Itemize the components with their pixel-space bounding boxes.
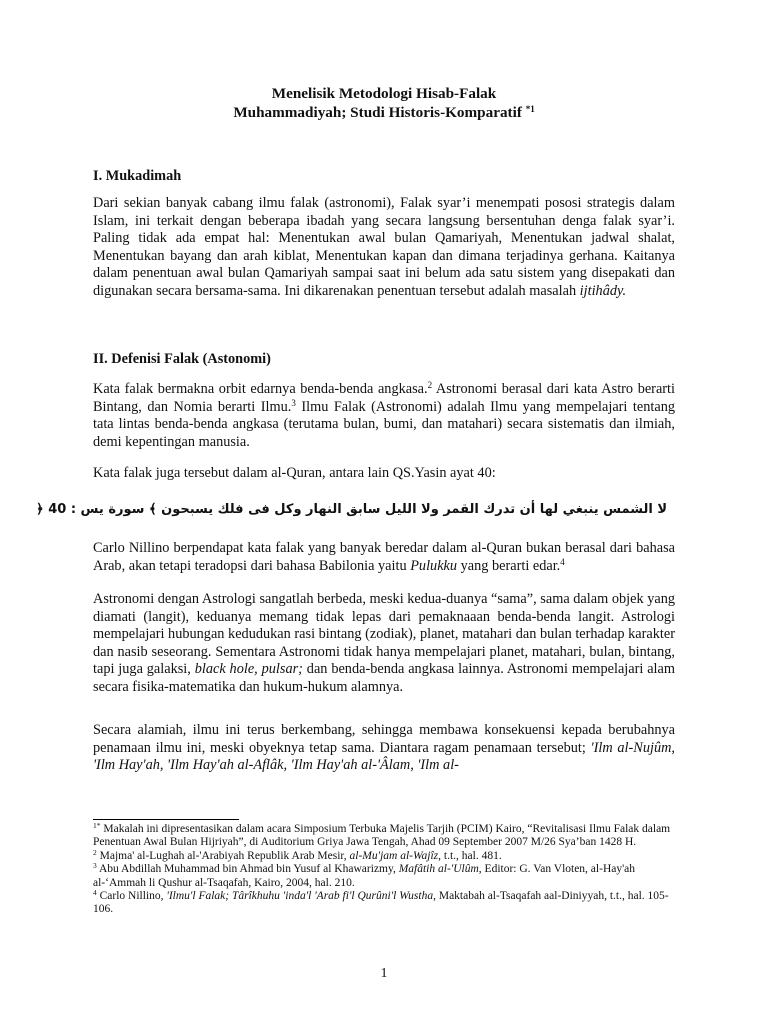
footnote-mark: 4	[93, 888, 97, 898]
italic-term: Pulukku	[410, 557, 458, 574]
italic-term: 'Ilm al-Nujûm, 'Ilm Hay'ah, 'Ilm Hay'ah al-Aflâk, 'Ilm Hay'ah al-'Âlam, 'Ilm al-	[93, 739, 675, 774]
section-heading-mukadimah: I. Mukadimah	[93, 168, 182, 184]
footnote-italic: Mafâtih al-'Ulûm	[398, 863, 479, 876]
title-line-2: Muhammadiyah; Studi Historis-Komparatif	[233, 104, 522, 121]
title-line-1: Menelisik Metodologi Hisab-Falak	[271, 85, 497, 102]
footnote-text: , Editor: G. Van Vloten, al-Hay'ah al-‘Ammah li Qushur al-Tsaqafah, Kairo, 2004, hal. 210.	[93, 863, 636, 889]
footnotes	[93, 823, 675, 917]
footnote-text: Makalah ini dipresentasikan dalam acara Simposium Terbuka Majelis Tarjih (PCIM) Kairo, “Revitalisasi Ilmu Falak dalam Penentuan Awal Bulan Hijriyah”, di Auditorium Griya Jawa Tengah, Ahad 09 September 2007 M/26 Sya’ban 1428 H.	[93, 823, 671, 849]
paragraph-text: Dari sekian banyak cabang ilmu falak (astronomi), Falak syar’i menempati pososi strategis dalam Islam, ini terkait dengan beberapa ibadah yang secara langsung bersentuhan denga falak syar’i. Paling tidak ada empat hal: Menentukan awal bulan Qamariyah, Menentukan jadwal shalat, Menentukan bayang dan arah kiblat, Menentukan kapan dan dimana terjadinya gerhana. Kaitanya dalam penentuan awal bulan Qamariyah sampai saat ini belum ada satu sistem yang disepakati dan digunakan secara bersama-sama. Ini dikarenakan penentuan tersebut adalah masalah	[93, 195, 675, 299]
paragraph-text: Ilmu Falak (Astronomi) adalah Ilmu yang mempelajari tentang tata lintas benda-benda angkasa (terutama bulan, bumi, dan matahari) secara sistematis dan ilmiah, demi kepentingan manusia.	[93, 398, 675, 450]
italic-term: black hole, pulsar;	[194, 661, 303, 678]
footnote-mark: 1*	[93, 821, 101, 830]
footnote-italic: 'Ilmu'l Falak; Târîkhuhu 'inda'l 'Arab fi'l Qurûni'l Wustha	[166, 890, 434, 903]
paragraph-defenisi-4	[93, 591, 675, 697]
footnote-italic: al-Mu'jam al-Wajîz	[349, 849, 439, 862]
title-footnote-marker: *1	[525, 104, 535, 114]
paragraph-defenisi-3	[93, 540, 675, 575]
paragraph-defenisi-5	[93, 722, 675, 775]
document-page	[36, 84, 675, 774]
footnote-ref: 4	[560, 556, 565, 567]
footnote-1	[93, 823, 675, 850]
footnote-2	[93, 847, 675, 863]
footnote-text: Carlo Nillino,	[96, 890, 167, 903]
footnote-text: Abu Abdillah Muhammad bin Ahmad bin Yusuf al Khawarizmy,	[96, 863, 399, 876]
paragraph-defenisi-2: Kata falak juga tersebut dalam al-Quran, antara lain QS.Yasin ayat 40:	[93, 465, 496, 481]
paragraph-text: Secara alamiah, ilmu ini terus berkembang, sehingga membawa konsekuensi kepada berubahnya penamaan ilmu ini, meski obyeknya tetap sama. Diantara ragam penamaan tersebut;	[93, 722, 675, 756]
paragraph-defenisi-1	[93, 381, 675, 451]
footnote-ref: 2	[427, 380, 433, 390]
paragraph-text: Kata falak bermakna orbit edarnya benda-benda angkasa.	[93, 381, 428, 397]
paragraph-text: dan benda-benda angkasa lainnya. Astronomi mempelajari alam secara fisika-matematika dan hukum-hukum alamnya.	[93, 661, 675, 695]
document-title	[93, 84, 675, 122]
footnote-3	[93, 863, 675, 890]
italic-term: ijtihâdy.	[579, 282, 627, 299]
section-heading-defenisi: II. Defenisi Falak (Astonomi)	[93, 351, 271, 367]
page-number: 1	[380, 966, 388, 981]
footnote-mark: 2	[93, 847, 97, 857]
footnote-mark: 3	[93, 861, 97, 871]
footnote-text: Majma' al-Lughah al-'Arabiyah Republik Arab Mesir,	[96, 849, 350, 862]
footnote-text: , Maktabah al-Tsaqafah aal-Diniyyah, t.t., hal. 105-106.	[93, 890, 669, 916]
footnote-4	[93, 890, 675, 917]
paragraph-text: yang berarti edar.	[457, 557, 561, 574]
quran-verse-arabic: لا الشمس ينبغي لها أن تدرك القمر ولا الليل سابق النهار وكل فى فلك يسبحون ﴾ سورة يس : 40 ﴿	[36, 502, 667, 517]
paragraph-text: Astronomi berasal dari kata Astro berarti Bintang, dan Nomia berarti Ilmu.	[93, 381, 675, 415]
footnote-ref: 3	[291, 397, 296, 408]
paragraph-mukadimah	[93, 195, 675, 301]
paragraph-text: Astronomi dengan Astrologi sangatlah berbeda, meski kedua-duanya “sama”, sama dalam objek yang diamati (langit), keduanya memang tidak lepas dari pemaknaaan benda-benda langit. Astrologi mempelajari hubungan kedudukan rasi bintang (zodiak), planet, matahari dan bulan terhadap karakter dan nasib seseorang. Sementara Astronomi tidak hanya mempelajari planet, matahari, bulan, bintang, tapi juga galaksi,	[93, 591, 675, 678]
footnote-separator	[93, 819, 239, 820]
paragraph-text: Carlo Nillino berpendapat kata falak yang banyak beredar dalam al-Quran bukan berasal dari bahasa Arab, akan tetapi teradopsi dari bahasa Babilonia yaitu	[93, 540, 675, 574]
footnote-text: , t.t., hal. 481.	[438, 849, 502, 862]
